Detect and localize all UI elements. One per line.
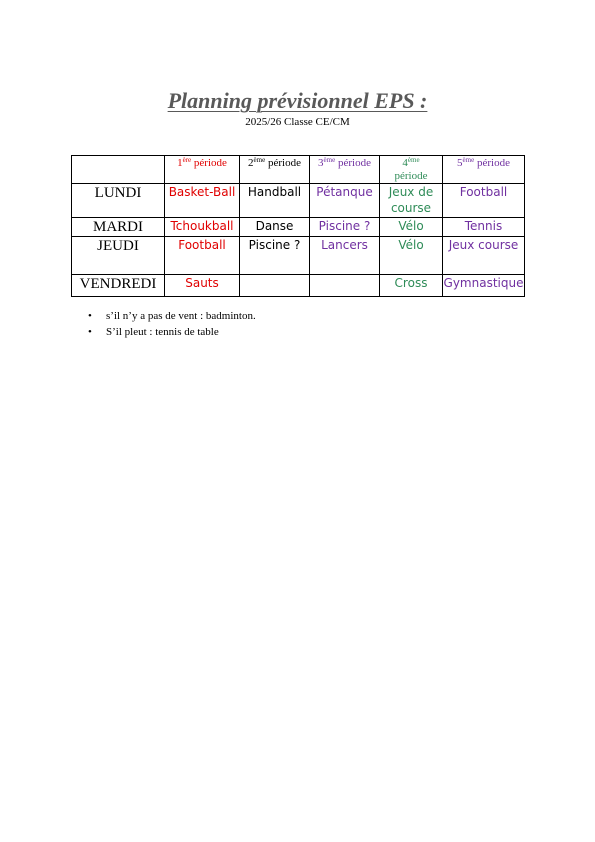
- page-title: Planning prévisionnel EPS :: [167, 88, 428, 113]
- activity-cell: Piscine ?: [310, 218, 380, 237]
- list-item: • S’il pleut : tennis de table: [88, 324, 256, 340]
- table-row-jeudi: [72, 237, 525, 275]
- day-cell: LUNDI: [72, 184, 165, 218]
- day-cell: VENDREDI: [72, 275, 165, 297]
- period-header-5: 5ème période: [443, 156, 525, 184]
- activity-cell: Tchoukball: [165, 218, 240, 237]
- day-cell: JEUDI: [72, 237, 165, 275]
- activity-cell: Lancers: [310, 237, 380, 275]
- activity-cell: [240, 275, 310, 297]
- activity-cell: Football: [165, 237, 240, 275]
- day-cell: MARDI: [72, 218, 165, 237]
- schedule-table: [71, 155, 525, 297]
- activity-cell: Sauts: [165, 275, 240, 297]
- activity-cell: Danse: [240, 218, 310, 237]
- activity-cell: Gymnastique: [443, 275, 525, 297]
- activity-cell: Jeux course: [443, 237, 525, 275]
- table-row-mardi: [72, 218, 525, 237]
- activity-cell: Vélo: [380, 237, 443, 275]
- activity-cell: Vélo: [380, 218, 443, 237]
- period-header-3: 3ème période: [310, 156, 380, 184]
- activity-cell: Tennis: [443, 218, 525, 237]
- activity-cell: Handball: [240, 184, 310, 218]
- table-row-vendredi: [72, 275, 525, 297]
- period-header-1: 1ère période: [165, 156, 240, 184]
- activity-cell: [310, 275, 380, 297]
- table-row-lundi: [72, 184, 525, 218]
- activity-cell: Football: [443, 184, 525, 218]
- activity-cell: Jeux de course: [380, 184, 443, 218]
- activity-cell: Basket-Ball: [165, 184, 240, 218]
- period-header-2: 2ème période: [240, 156, 310, 184]
- period-header-4: 4ème période: [380, 156, 443, 184]
- header-row: [72, 156, 525, 184]
- activity-cell: Pétanque: [310, 184, 380, 218]
- notes-list: [88, 308, 256, 340]
- page-subtitle: 2025/26 Classe CE/CM: [245, 116, 350, 128]
- list-item: • s’il n’y a pas de vent : badminton.: [88, 308, 256, 324]
- activity-cell: Cross: [380, 275, 443, 297]
- activity-cell: Piscine ?: [240, 237, 310, 275]
- corner-cell: [72, 156, 165, 184]
